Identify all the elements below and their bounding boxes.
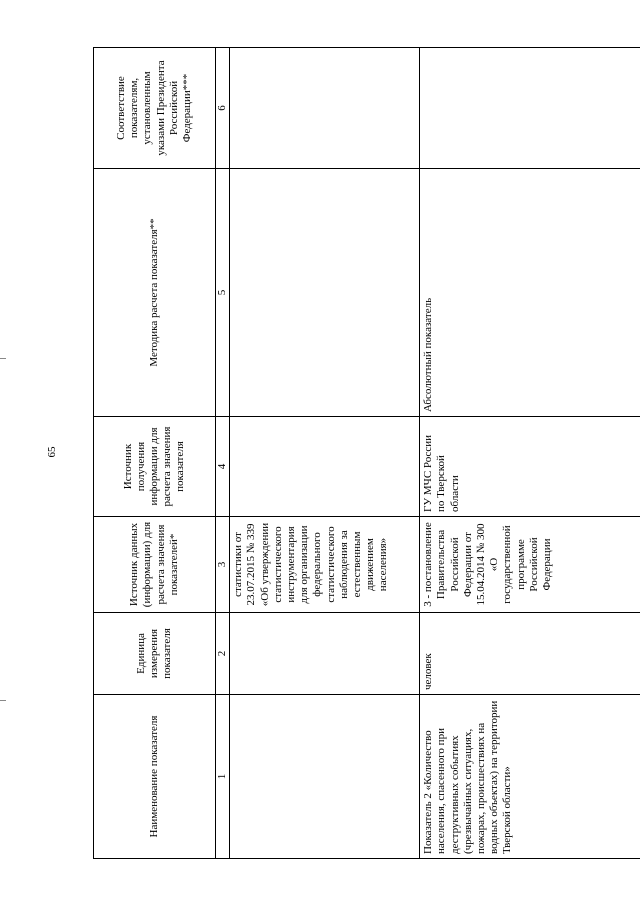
- table-cell: [230, 613, 420, 695]
- scan-edge-mark: [0, 700, 6, 701]
- table-row: [420, 48, 640, 859]
- indicator-name-cell: Показатель 2 «Количество населения, спасенного при деструктивных событиях (чрезвычайных ситуациях, пожарах, происшествиях на водных объектах) на территории Тверской области»: [420, 695, 640, 859]
- page-number: 65: [46, 446, 58, 458]
- column-number: 5: [216, 169, 230, 417]
- table-cell: [230, 169, 420, 417]
- column-number: 4: [216, 417, 230, 517]
- indicator-table: [93, 47, 640, 859]
- table-cell: [230, 48, 420, 169]
- table-row: [230, 48, 420, 859]
- header-row: [94, 48, 216, 859]
- method-cell: Абсолютный показатель: [420, 169, 640, 417]
- indicator-table-frame: [93, 48, 640, 859]
- column-number: 1: [216, 695, 230, 859]
- data-source-cell: 3 - постановление Правительства Российской Федерации от 15.04.2014 № 300 «О государственной программе Российской Федерации: [420, 517, 640, 613]
- info-source-cell: ГУ МЧС России по Тверской области: [420, 417, 640, 517]
- header-unit: Единица измерения показателя: [94, 613, 216, 695]
- header-data-source: Источник данных (информации) для расчета значения показателей*: [94, 517, 216, 613]
- header-info-source: Источник получения информации для расчета значения показателя: [94, 417, 216, 517]
- column-number-row: [216, 48, 230, 859]
- unit-cell: человек: [420, 613, 640, 695]
- table-cell: [230, 417, 420, 517]
- table-cell: статистики от 23.07.2015 № 339 «Об утверждении статистического инструментария для организации федерального статистического наблюдения за естественным движением населения»: [230, 517, 420, 613]
- column-number: 3: [216, 517, 230, 613]
- table-cell: [230, 695, 420, 859]
- scan-edge-mark: [0, 358, 6, 359]
- header-indicator-name: Наименование показателя: [94, 695, 216, 859]
- column-number: 6: [216, 48, 230, 169]
- header-decree-match: Соответствие показателям, установленным указами Президента Российской Федерации***: [94, 48, 216, 169]
- column-number: 2: [216, 613, 230, 695]
- decree-match-cell: [420, 48, 640, 169]
- header-method: Методика расчета показателя**: [94, 169, 216, 417]
